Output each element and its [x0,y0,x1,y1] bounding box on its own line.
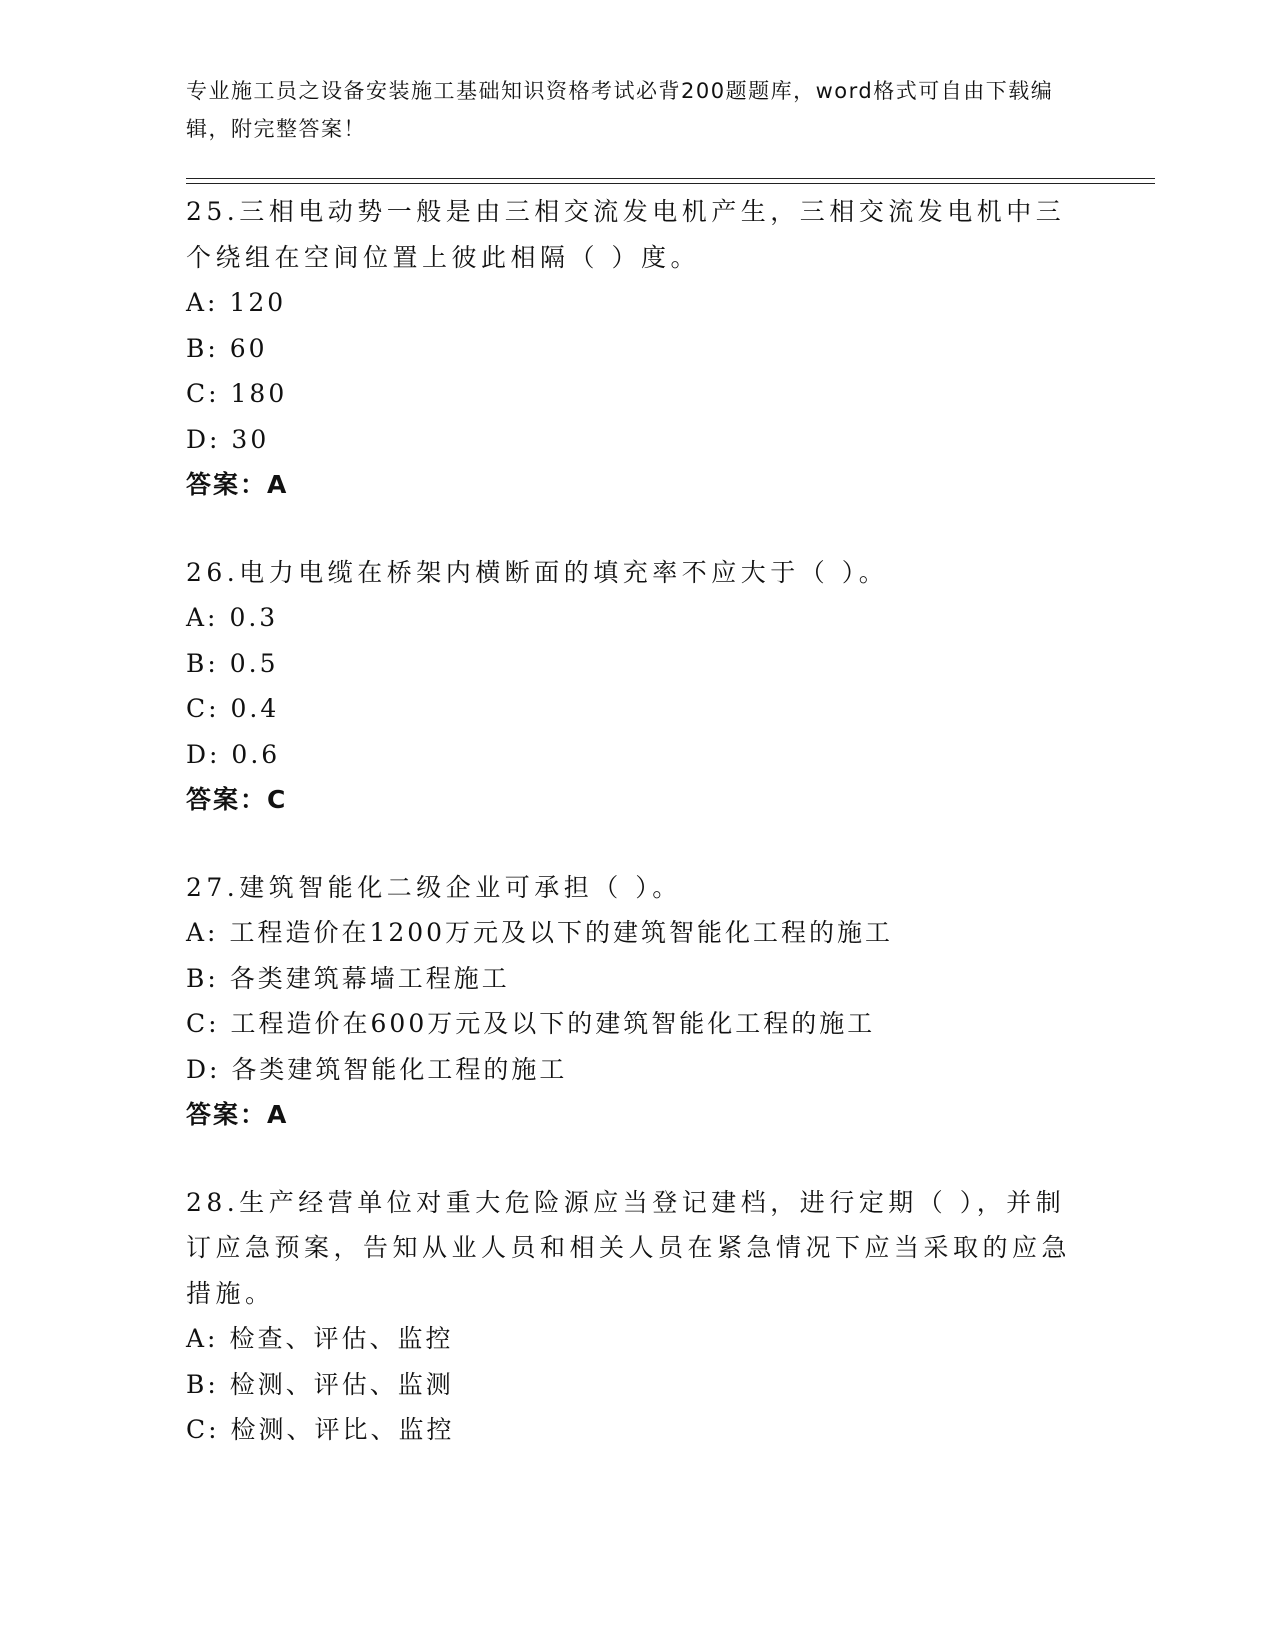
option-text: 检测、评估、监测 [229,1369,454,1399]
option-c [186,1001,1086,1047]
option-letter: B: [186,1369,219,1399]
option-a [186,280,1086,326]
option-letter: A: [186,1324,219,1353]
option-d [186,732,1086,778]
option-text: 各类建筑智能化工程的施工 [231,1054,568,1084]
option-text: 120 [229,288,287,317]
option-letter: A: [186,603,219,632]
option-text: 各类建筑幕墙工程施工 [229,963,510,993]
option-text: 180 [230,379,288,408]
question-25 [186,189,1086,508]
option-letter: C: [186,379,220,408]
option-letter: D: [186,424,221,454]
option-letter: B: [186,963,219,993]
question-list [186,189,1086,1495]
option-text: 0.5 [229,648,279,678]
option-text: 检测、评比、监控 [230,1415,455,1444]
header-divider-bottom [186,183,1155,184]
option-text: 检查、评估、监控 [229,1324,454,1353]
answer-line: 答案：A [186,1100,289,1129]
option-text: 0.3 [229,603,279,632]
option-c [186,686,1086,732]
document-header: 专业施工员之设备安装施工基础知识资格考试必背200题题库，word格式可自由下载编辑，附完整答案！ [186,79,1054,141]
question-text: 25.三相电动势一般是由三相交流发电机产生，三相交流发电机中三个绕组在空间位置上彼此相隔（ ）度。 [186,197,1066,272]
option-text: 工程造价在1200万元及以下的建筑智能化工程的施工 [229,918,894,947]
answer-line: 答案：A [186,470,289,499]
question-28 [186,1180,1086,1453]
option-a [186,595,1086,641]
option-text: 工程造价在600万元及以下的建筑智能化工程的施工 [230,1009,876,1038]
option-letter: D: [186,739,221,769]
option-text: 30 [231,424,270,454]
option-b [186,956,1086,1002]
answer-line: 答案：C [186,785,288,814]
option-d [186,1047,1086,1093]
option-letter: A: [186,918,219,947]
option-text: 0.4 [230,694,280,723]
option-letter: D: [186,1054,221,1084]
option-c [186,371,1086,417]
header-divider-top [186,178,1155,179]
question-text: 26.电力电缆在桥架内横断面的填充率不应大于（ ）。 [186,557,889,587]
question-text: 28.生产经营单位对重大危险源应当登记建档，进行定期（ ），并制订应急预案，告知从业人员和相关人员在紧急情况下应当采取的应急措施。 [186,1187,1072,1308]
option-c [186,1407,1086,1453]
option-b [186,326,1086,372]
option-d [186,417,1086,463]
option-letter: B: [186,648,219,678]
question-26 [186,550,1086,823]
option-text: 60 [229,333,268,363]
option-letter: C: [186,1415,220,1444]
option-a [186,1316,1086,1362]
question-text: 27.建筑智能化二级企业可承担（ ）。 [186,872,682,902]
option-a [186,910,1086,956]
option-b [186,1362,1086,1408]
question-27 [186,865,1086,1138]
option-letter: A: [186,288,219,317]
option-text: 0.6 [231,739,281,769]
option-b [186,641,1086,687]
option-letter: C: [186,694,220,723]
option-letter: B: [186,333,219,363]
option-letter: C: [186,1009,220,1038]
